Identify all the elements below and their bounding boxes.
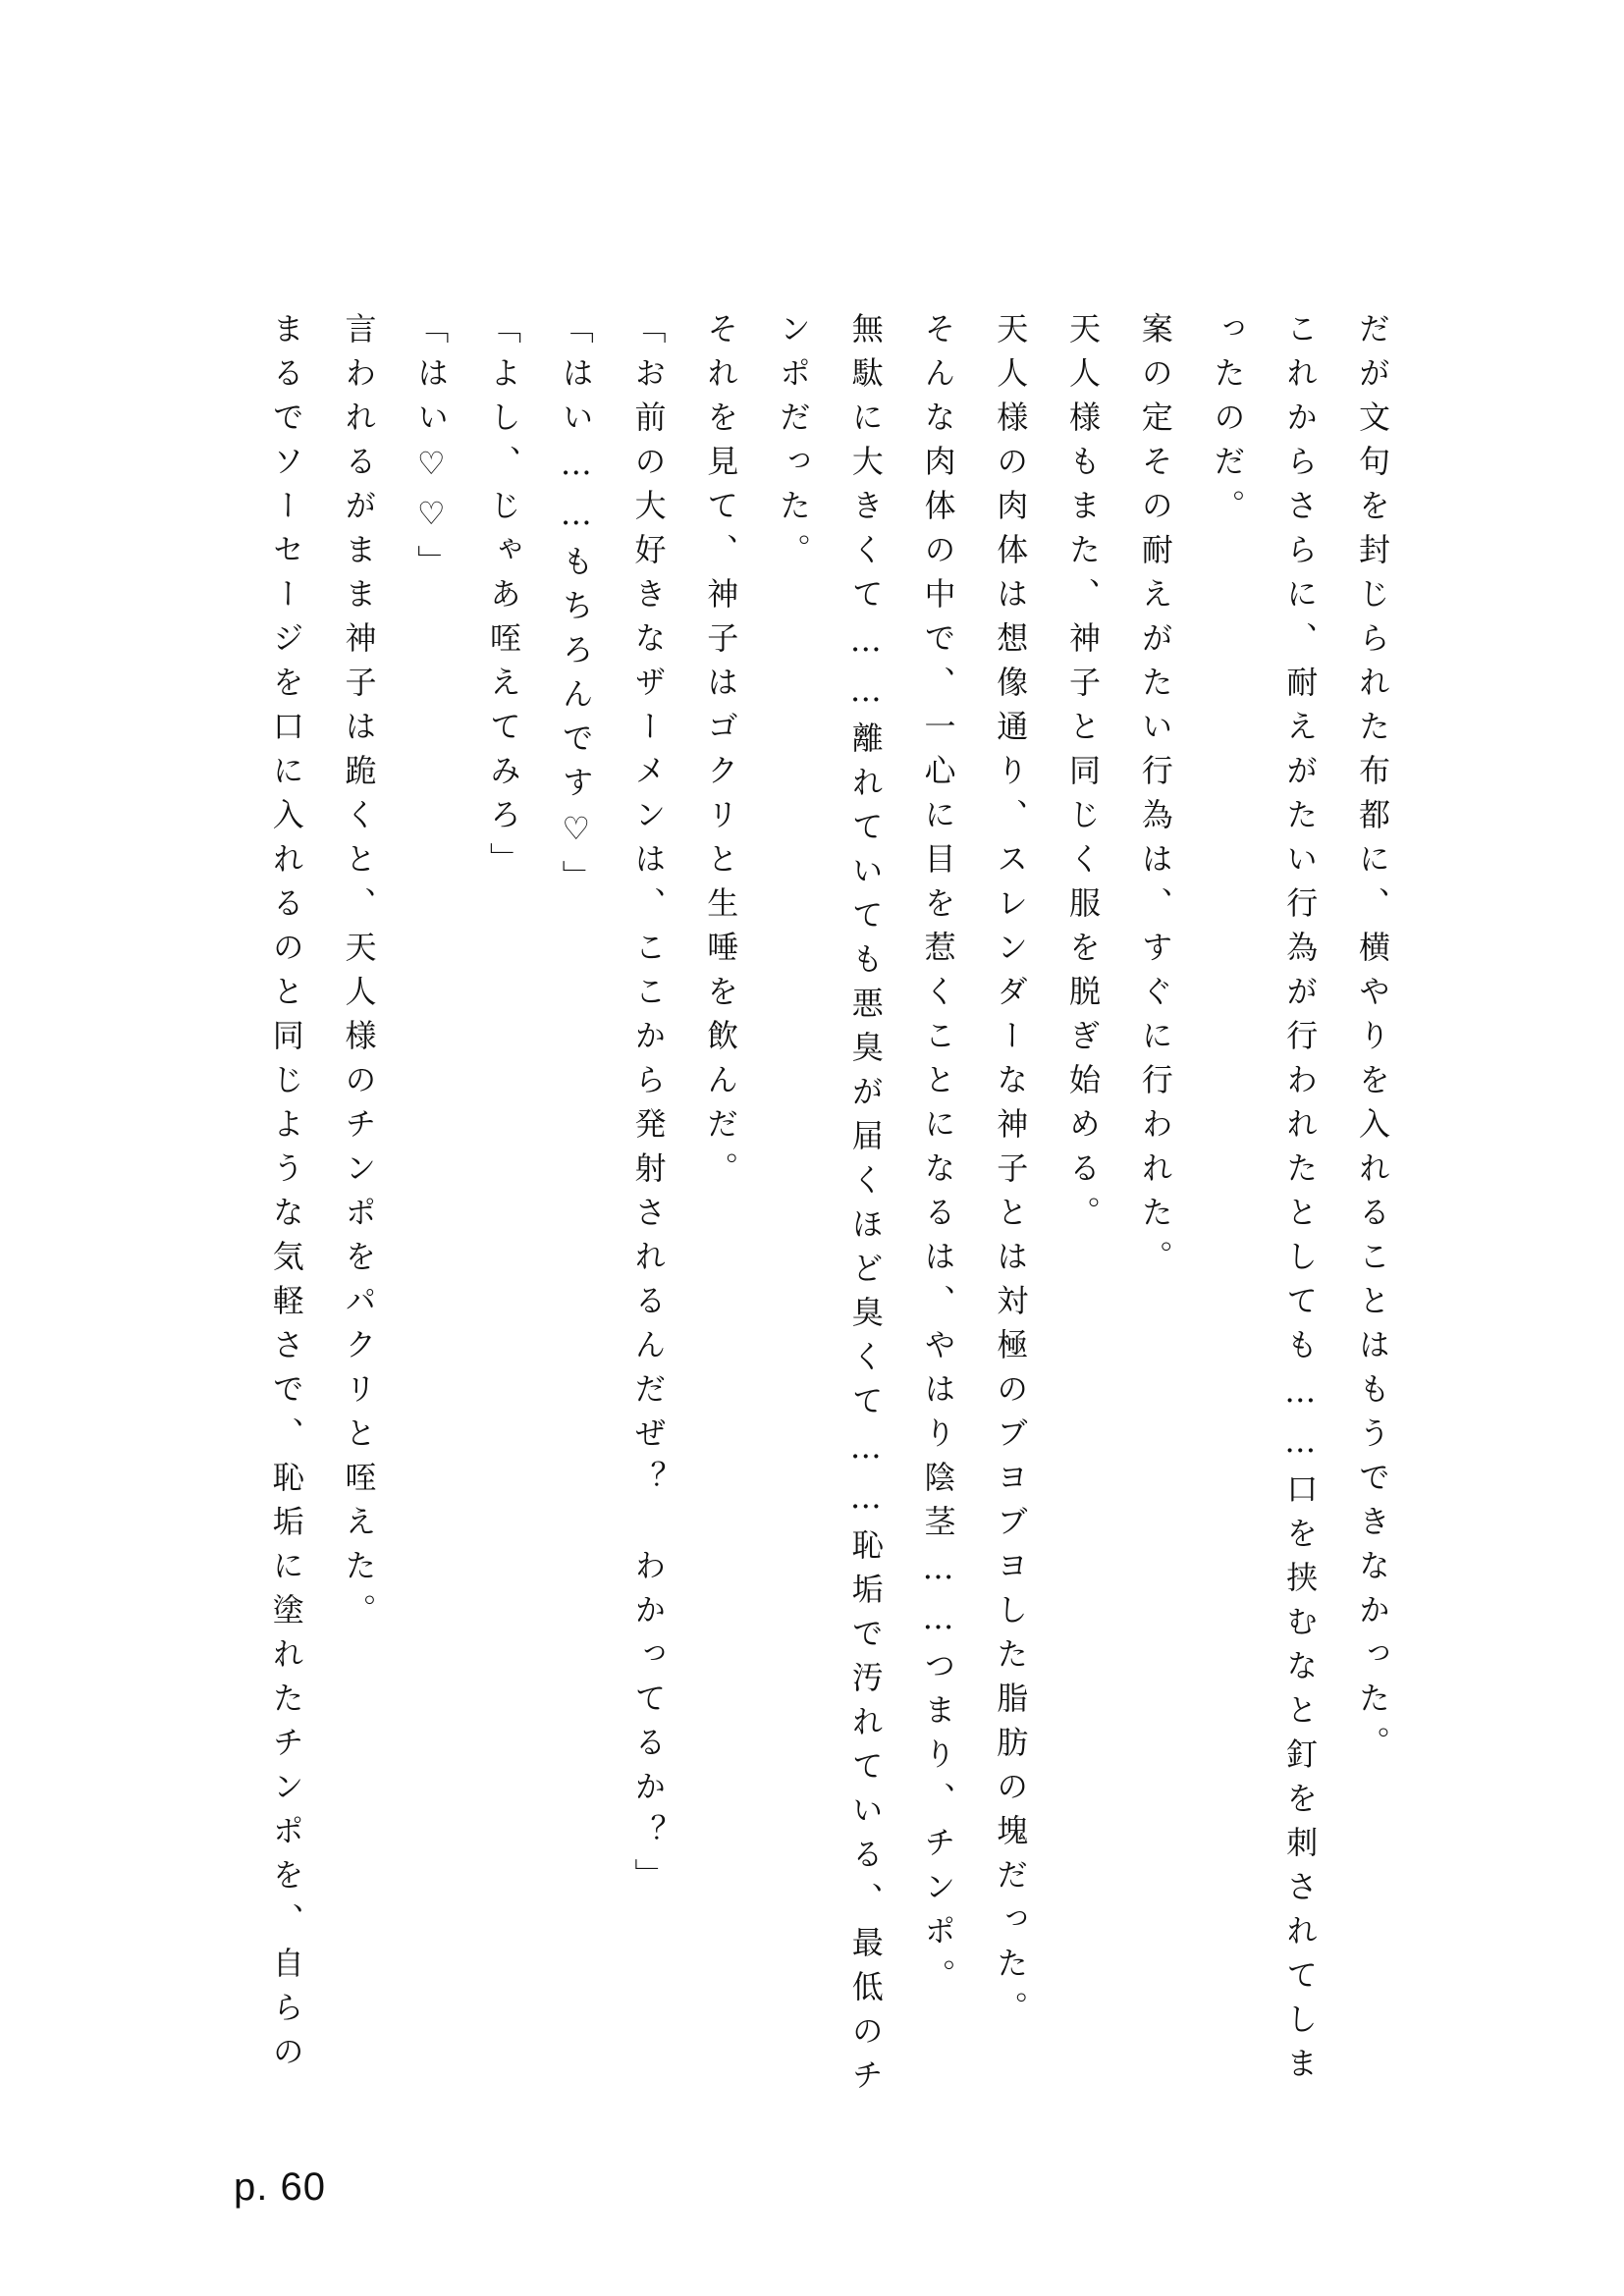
text-line-4: 案の定その耐えがたい行為は、すぐに行われた。 [1137, 312, 1174, 1284]
text-line-16: まるでソーセージを口に入れるのと同じような気軽さで、恥垢に塗れたチンポを、自らの [268, 312, 305, 2079]
text-line-8: 無駄に大きくて……離れていても悪臭が届くほど臭くて……恥垢で汚れている、最低のチ [847, 312, 885, 2103]
text-line-14: 「はい♡♡」 [412, 312, 451, 589]
vertical-text-body [236, 312, 1394, 2148]
text-line-15: 言われるがまま神子は跪くと、天人様のチンポをパクリと咥えた。 [340, 312, 378, 1637]
page-number: p. 60 [234, 2165, 326, 2209]
text-line-11: 「お前の大好きなザーメンは、ここから発射されるんだぜ？ わかってるか？」 [629, 312, 668, 1902]
text-line-7: そんな肉体の中で、一心に目を惹くことになるは、やはり陰茎……つまり、チンポ。 [919, 312, 957, 2002]
text-line-3: ったのだ。 [1209, 312, 1247, 533]
text-line-2: これからさらに、耐えがたい行為が行われたとしても……口を挟むなと釘を刺されてしま [1281, 312, 1320, 2091]
text-line-6: 天人様の肉体は想像通り、スレンダーな神子とは対極のブヨブヨした脂肪の塊だった。 [992, 312, 1030, 2035]
text-line-1: だが文句を封じられた布都に、横やりを入れることはもうできなかった。 [1354, 312, 1391, 1770]
text-line-12: 「はい……もちろんです♡」 [558, 312, 595, 904]
text-line-10: それを見て、神子はゴクリと生唾を飲んだ。 [702, 312, 740, 1196]
text-line-5: 天人様もまた、神子と同じく服を脱ぎ始める。 [1064, 312, 1102, 1240]
text-line-13: 「よし、じゃあ咥えてみろ」 [485, 312, 522, 886]
text-line-9: ンポだった。 [775, 312, 812, 577]
